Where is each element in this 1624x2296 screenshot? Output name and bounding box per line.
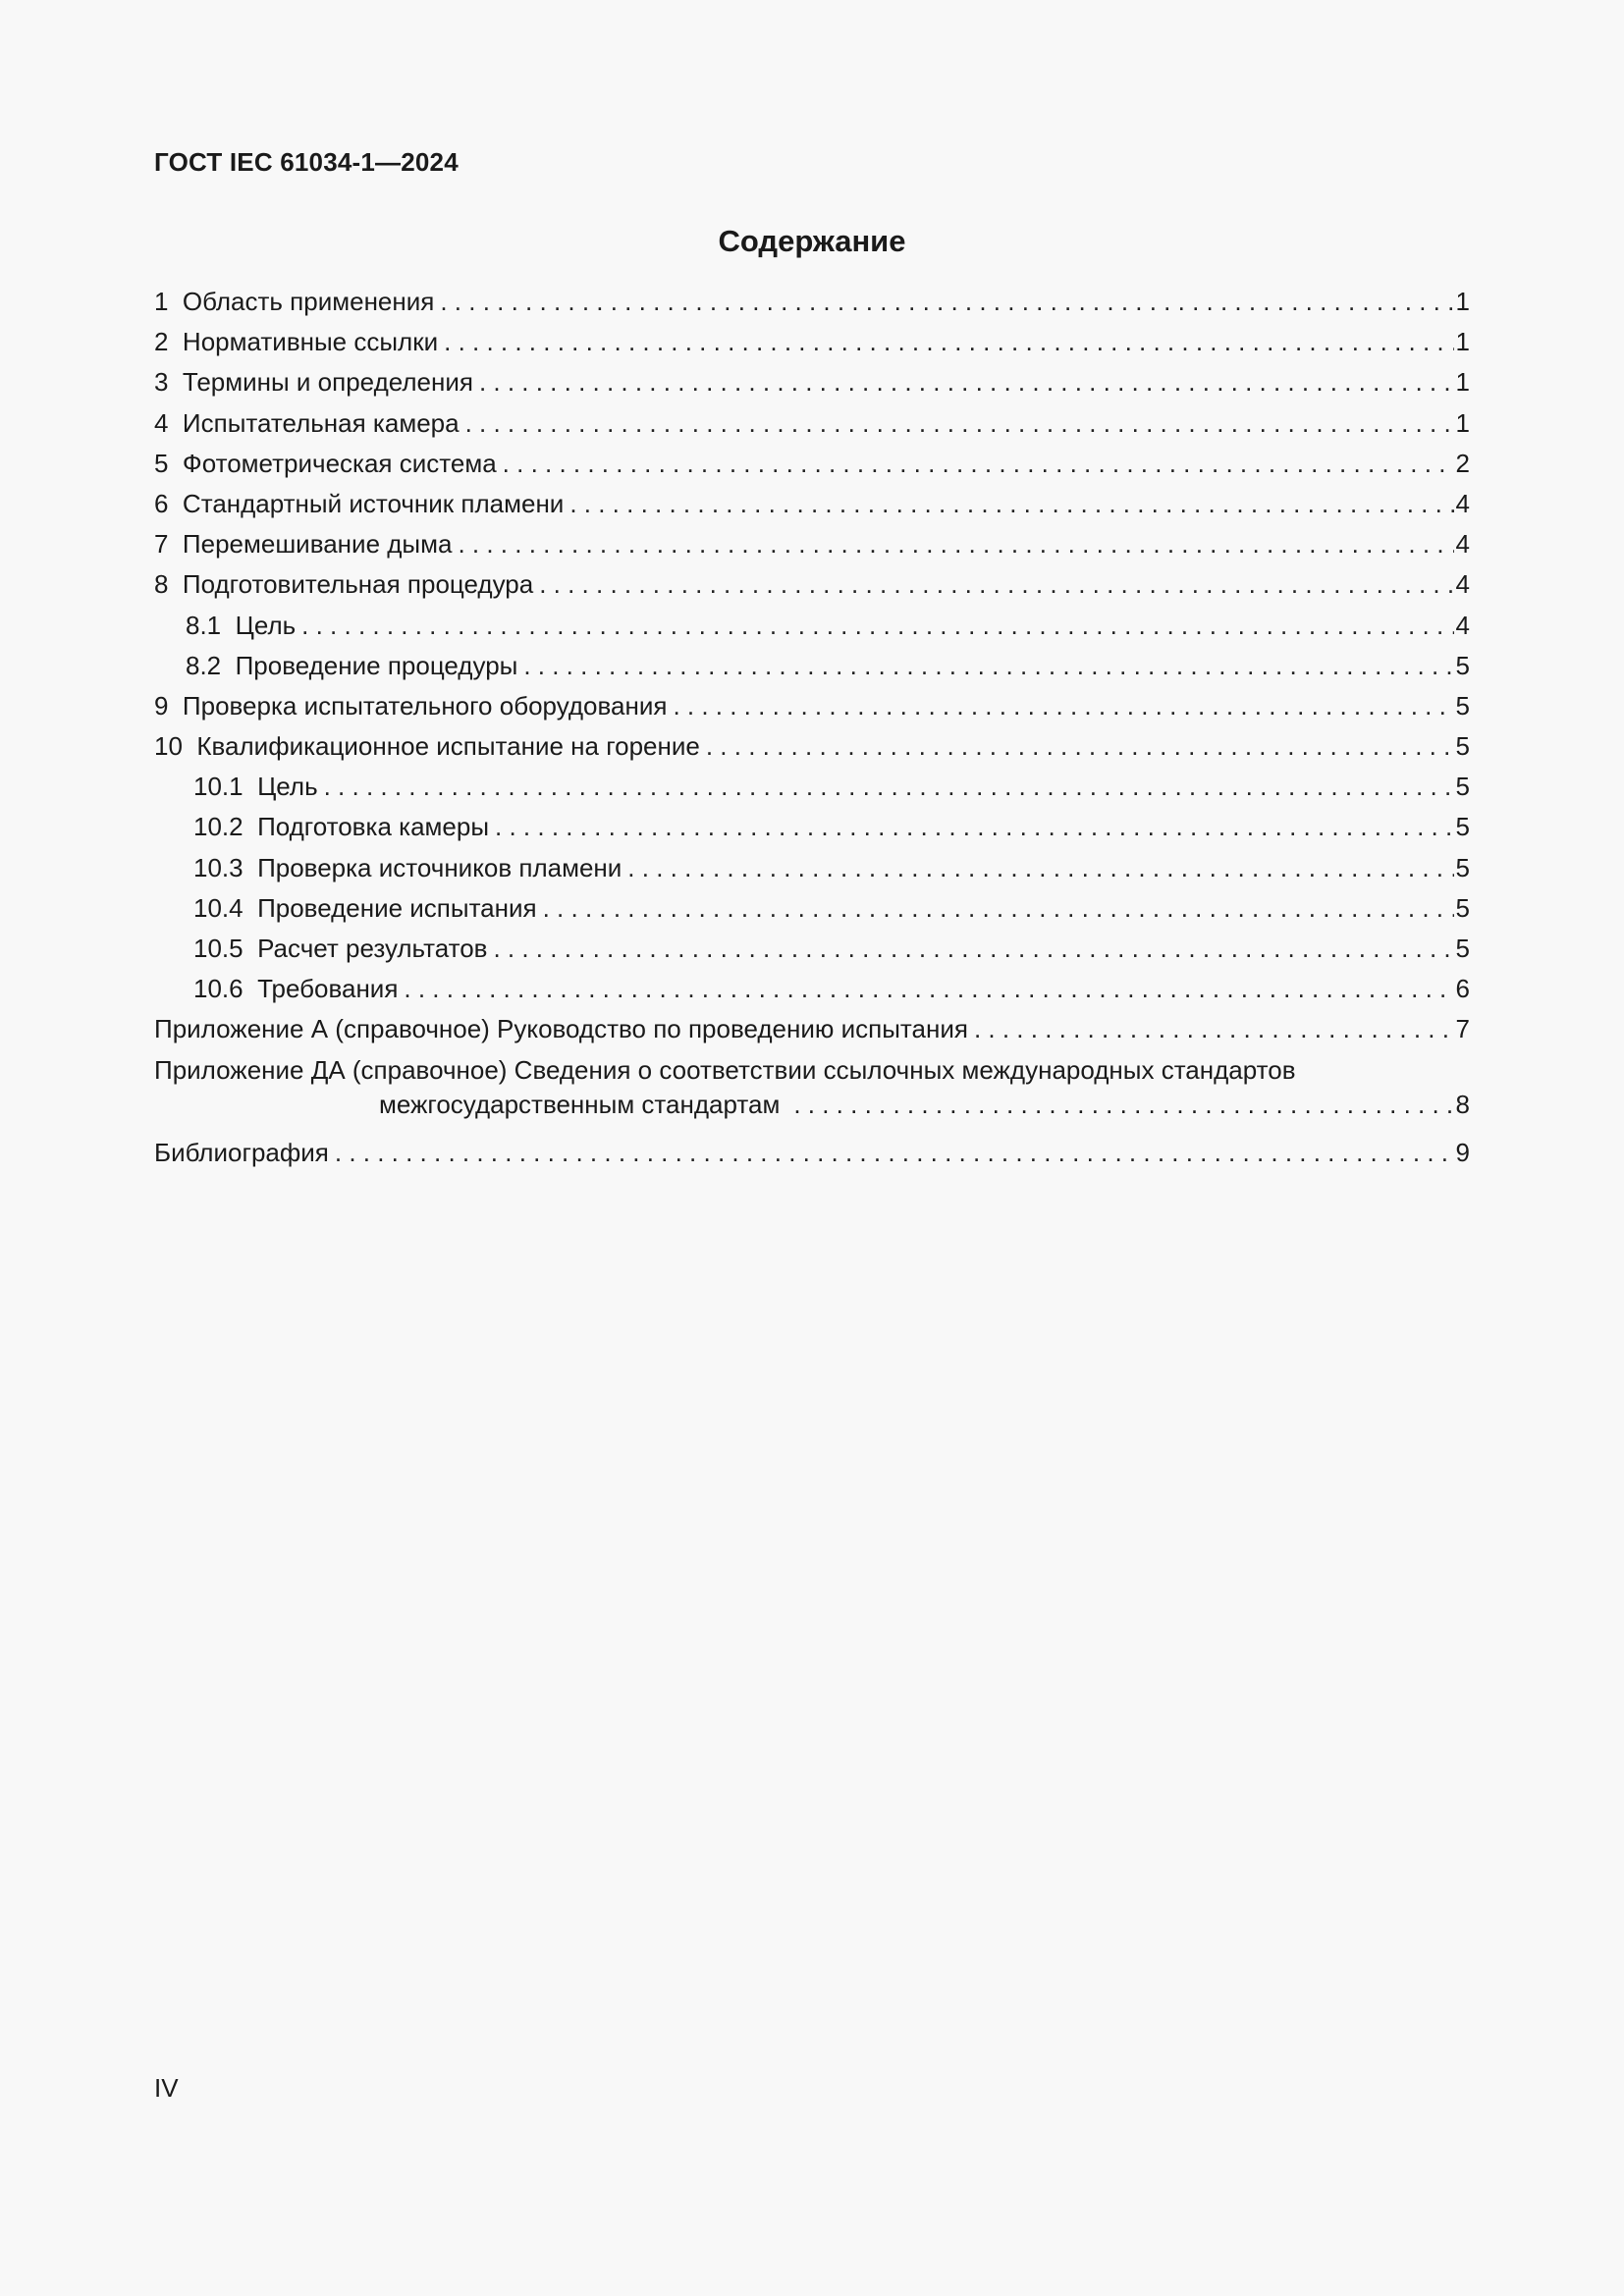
toc-item-page: 8 [1455,1089,1470,1119]
toc-leader-dots [974,1009,1454,1049]
toc-item-label: Приложение А (справочное) Руководство по проведению испытания [154,1014,968,1044]
toc-item-label-continuation: межгосударственным стандартам [379,1089,781,1119]
toc-leader-dots [495,807,1454,847]
toc-item-page: 5 [1455,731,1470,762]
toc-item-number: 1 [154,287,169,316]
toc-item-number: 4 [154,407,169,438]
toc-subitem[interactable] [154,969,1470,1009]
toc-item-number: 10.4 [193,892,244,923]
toc-item-page: 4 [1455,610,1470,640]
toc-item-label: Квалификационное испытание на горение [196,731,700,762]
toc-annex-da[interactable] [154,1050,1470,1129]
toc-item-page: 4 [1455,529,1470,560]
toc-item-page: 5 [1455,690,1470,721]
toc-item-page: 1 [1455,407,1470,438]
toc-item-label: Библиография [154,1137,329,1167]
toc-leader-dots [440,282,1453,322]
toc-item-number: 9 [154,690,169,721]
toc-item[interactable] [154,524,1470,564]
toc-subitem[interactable] [154,848,1470,888]
toc-item-number: 10.1 [193,772,244,802]
toc-item-label: Фотометрическая система [182,448,497,478]
toc-item-number: 8.2 [186,650,222,680]
toc-leader-dots [479,362,1454,402]
toc-leader-dots [627,848,1453,888]
toc-subitem[interactable] [154,646,1470,686]
toc-item[interactable] [154,444,1470,484]
toc-item[interactable] [154,484,1470,524]
toc-item-page: 5 [1455,934,1470,963]
toc-item-page: 7 [1455,1014,1470,1044]
toc-leader-dots [458,524,1453,564]
toc-item-label: Проведение испытания [257,892,537,923]
toc-item-page: 5 [1455,892,1470,923]
toc-item-number: 10.6 [193,974,244,1004]
table-of-contents [154,282,1470,1173]
toc-leader-dots [523,646,1453,686]
toc-subitem[interactable] [154,929,1470,969]
toc-item-page: 4 [1455,488,1470,518]
toc-leader-dots [444,322,1453,362]
document-code: ГОСТ IEC 61034-1—2024 [154,147,459,177]
toc-item-number: 2 [154,327,169,357]
toc-leader-dots [465,403,1454,444]
toc-item-label: Проверка испытательного оборудования [182,690,668,721]
toc-subitem[interactable] [154,606,1470,646]
toc-item-label: Подготовка камеры [257,812,490,842]
toc-item-label: Перемешивание дыма [182,529,453,560]
toc-item-number: 10 [154,731,183,762]
toc-subitem[interactable] [154,807,1470,847]
toc-item-page: 5 [1455,650,1470,680]
toc-item-number: 10.5 [193,934,244,963]
toc-leader-dots [539,564,1453,605]
toc-item-label: Цель [257,772,318,802]
toc-item[interactable] [154,564,1470,605]
toc-item[interactable] [154,322,1470,362]
toc-item-label: Проверка источников пламени [257,852,623,882]
toc-item-label: Расчет результатов [257,934,488,963]
toc-item-page: 5 [1455,772,1470,802]
toc-item-page: 1 [1455,327,1470,357]
page-number: IV [154,2073,179,2103]
toc-item[interactable] [154,686,1470,726]
toc-bibliography[interactable] [154,1133,1470,1173]
toc-item-page: 5 [1455,852,1470,882]
toc-item-label: Подготовительная процедура [182,569,534,600]
toc-item-number: 3 [154,367,169,398]
toc-item-label: Нормативные ссылки [182,327,439,357]
toc-item-number: 7 [154,529,169,560]
toc-item-page: 1 [1455,287,1470,316]
toc-subitem[interactable] [154,888,1470,929]
toc-item-number: 10.3 [193,852,244,882]
toc-item-label: Требования [257,974,399,1004]
toc-item-page: 9 [1455,1137,1470,1167]
toc-item-number: 8.1 [186,610,222,640]
toc-item-label: Область применения [182,287,435,316]
toc-item-number: 8 [154,569,169,600]
toc-item-number: 6 [154,488,169,518]
toc-leader-dots [335,1133,1454,1173]
toc-item-page: 1 [1455,367,1470,398]
toc-item[interactable] [154,403,1470,444]
toc-item[interactable] [154,282,1470,322]
toc-leader-dots [569,484,1453,524]
toc-item-page: 2 [1455,448,1470,478]
toc-annex-a[interactable] [154,1009,1470,1049]
toc-item[interactable] [154,726,1470,767]
toc-leader-dots [503,444,1454,484]
toc-leader-dots [673,686,1453,726]
toc-leader-dots [493,929,1453,969]
toc-item-label: Стандартный источник пламени [182,488,565,518]
toc-item-label: Проведение процедуры [235,650,518,680]
toc-item-number: 10.2 [193,812,244,842]
toc-item-page: 5 [1455,812,1470,842]
toc-leader-dots [301,606,1453,646]
toc-item-label: Испытательная камера [182,407,460,438]
toc-item-page: 6 [1455,974,1470,1004]
toc-item-label: Цель [235,610,297,640]
toc-leader-dots [543,888,1454,929]
toc-leader-dots [793,1085,1453,1125]
toc-subitem[interactable] [154,767,1470,807]
toc-item[interactable] [154,362,1470,402]
toc-item-label: Приложение ДА (справочное) Сведения о соответствии ссылочных международных стандартов [154,1054,1296,1085]
toc-leader-dots [324,767,1454,807]
toc-leader-dots [404,969,1453,1009]
toc-item-page: 4 [1455,569,1470,600]
toc-item-label: Термины и определения [182,367,473,398]
toc-leader-dots [706,726,1454,767]
toc-item-number: 5 [154,448,169,478]
toc-title: Содержание [718,224,906,258]
